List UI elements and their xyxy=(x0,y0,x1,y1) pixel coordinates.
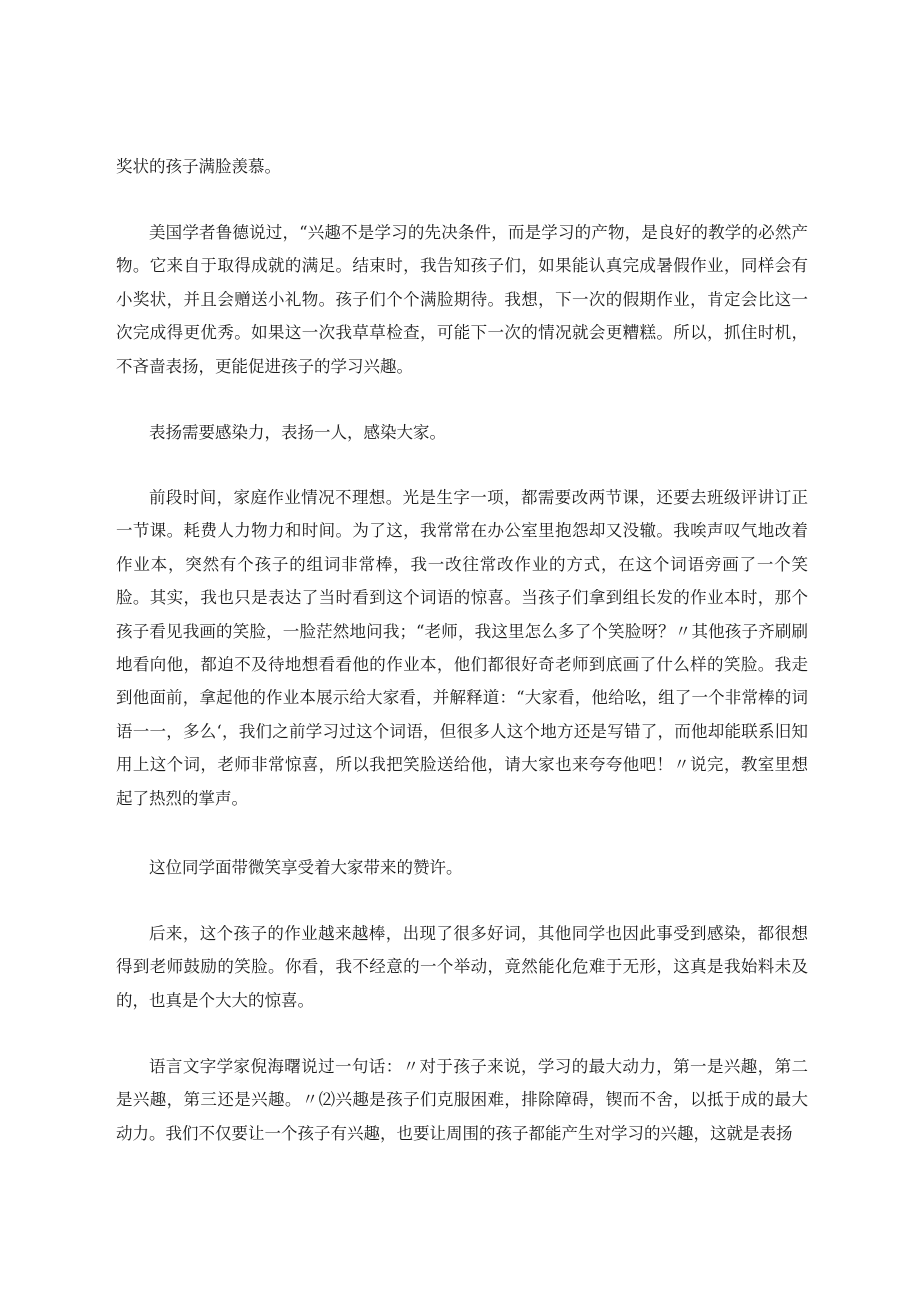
paragraph-block-2 xyxy=(116,216,808,383)
paragraph-2: 美国学者鲁德说过，“兴趣不是学习的先决条件，而是学习的产物，是良好的教学的必然产物。它来自于取得成就的满足。结束时，我告知孩子们，如果能认真完成暑假作业，同样会有小奖状，并且会赠送小礼物。孩子们个个满脸期待。我想，下一次的假期作业，肯定会比这一次完成得更优秀。如果这一次我草草检查，可能下一次的情况就会更糟糕。所以，抓住时机，不吝啬表扬，更能促进孩子的学习兴趣。 xyxy=(116,223,808,376)
paragraph-block-6 xyxy=(116,917,808,1017)
paragraph-6: 后来，这个孩子的作业越来越棒，出现了很多好词，其他同学也因此事受到感染，都很想得到老师鼓励的笑脸。你看，我不经意的一个举动，竟然能化危难于无形，这真是我始料未及的，也真是个大大的惊喜。 xyxy=(116,924,808,1010)
paragraph-7: 语言文字学家倪海曙说过一句话：〃对于孩子来说，学习的最大动力，第一是兴趣，第二是兴趣，第三还是兴趣。〃⑵兴趣是孩子们克服困难，排除障碍，锲而不舍，以抵于成的最大动力。我们不仅要让一个孩子有兴趣，也要让周围的孩子都能产生对学习的兴趣，这就是表扬 xyxy=(116,1057,808,1143)
paragraph-1: 奖状的孩子满脸羡慕。 xyxy=(116,157,281,176)
paragraph-block-7 xyxy=(116,1050,808,1150)
paragraph-block-5 xyxy=(116,851,808,884)
paragraph-block-3 xyxy=(116,416,808,449)
paragraph-block-4 xyxy=(116,481,808,815)
paragraph-3: 表扬需要感染力，表扬一人，感染大家。 xyxy=(149,423,446,442)
paragraph-4: 前段时间，家庭作业情况不理想。光是生字一项，都需要改两节课，还要去班级评讲订正一节课。耗费人力物力和时间。为了这，我常常在办公室里抱怨却又没辙。我唉声叹气地改着作业本，突然有个孩子的组词非常棒，我一改往常改作业的方式，在这个词语旁画了一个笑脸。其实，我也只是表达了当时看到这个词语的惊喜。当孩子们拿到组长发的作业本时，那个孩子看见我画的笑脸，一脸茫然地问我；“老师，我这里怎么多了个笑脸呀？〃其他孩子齐刷刷地看向他，都迫不及待地想看看他的作业本，他们都很好奇老师到底画了什么样的笑脸。我走到他面前，拿起他的作业本展示给大家看，并解释道：“大家看，他给吆，组了一个非常棒的词语一一，多么‘，我们之前学习过这个词语，但很多人这个地方还是写错了，而他却能联系旧知用上这个词，老师非常惊喜，所以我把笑脸送给他，请大家也来夸夸他吧！〃说完，教室里想起了热烈的掌声。 xyxy=(116,488,808,808)
paragraph-5: 这位同学面带微笑享受着大家带来的赞许。 xyxy=(149,858,463,877)
paragraph-continuation xyxy=(116,150,808,183)
